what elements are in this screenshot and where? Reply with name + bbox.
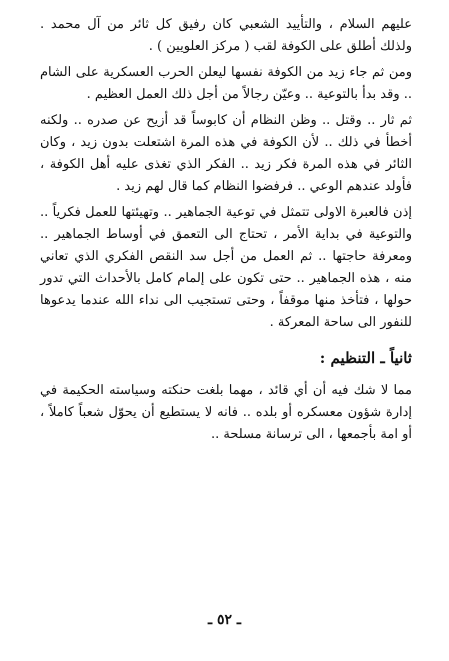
- paragraph-3: ثم ثار .. وقتل .. وظن النظام أن كابوساً قد أزيح عن صدره .. ولكنه أخطأ في ذلك .. لأن الكوفة في هذه المرة اشتعلت بدون زيد ، وكان الثائر في هذه المرة فكر زيد .. الفكر الذي تغذى عليه أهل الكوفة ، فأولد عندهم الوعي .. فرفضوا النظام كما قال لهم زيد .: [40, 113, 412, 194]
- section-heading: ثانياً ـ التنظيم :: [319, 349, 412, 367]
- paragraph-2: ومن ثم جاء زيد من الكوفة نفسها ليعلن الحرب العسكرية على الشام .. وقد بدأ بالتوعية .. وعيّن رجالاً من أجل ذلك العمل العظيم .: [40, 65, 412, 102]
- page-body: [40, 14, 412, 446]
- paragraph-4: إذن فالعبرة الاولى تتمثل في توعية الجماهير .. وتهيئتها للعمل فكرياً .. والتوعية في بداية الأمر ، تحتاج الى التعمق في أوساط الجماهير .. ومعرفة حاجتها .. ثم العمل من أجل سد النقص الفكري الذي تعاني منه ، هذه الجماهير .. حتى تكون على إلمام كامل بالأحداث التي تدور حولها ، فتأخذ منها موقفاً ، وحتى تستجيب الى نداء الله عندما يدعوها للنفور الى ساحة المعركة .: [40, 205, 412, 330]
- paragraph-5: مما لا شك فيه أن أي قائد ، مهما بلغت حنكته وسياسته الحكيمة في إدارة شؤون معسكره أو بلده .. فانه لا يستطيع أن يحوّل شعباً كاملاً ، أو امة بأجمعها ، الى ترسانة مسلحة ..: [40, 383, 412, 442]
- paragraph-1: عليهم السلام ، والتأييد الشعبي كان رفيق كل ثائر من آل محمد . ولذلك أطلق على الكوفة لقب ( مركز العلويين ) .: [40, 17, 412, 54]
- page-number: ـ ٥٢ ـ: [207, 612, 241, 628]
